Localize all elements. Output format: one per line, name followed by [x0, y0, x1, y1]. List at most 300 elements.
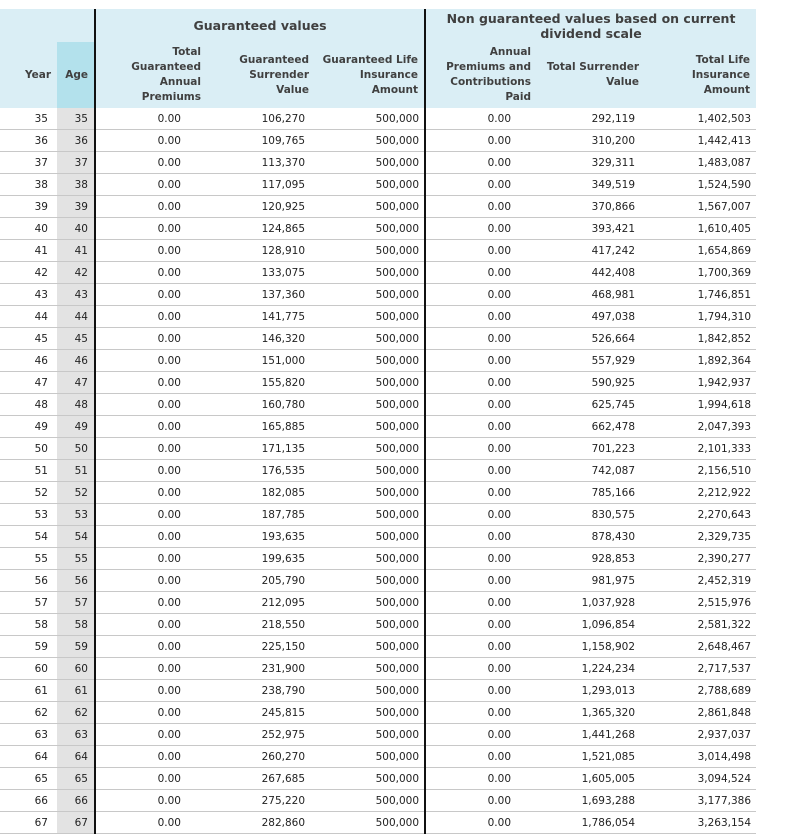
- cell-year: 67: [0, 812, 57, 834]
- group-header-non-guaranteed: Non guaranteed values based on current dividend scale: [425, 9, 756, 42]
- cell-year: 59: [0, 636, 57, 658]
- cell-total-surrender-value: 497,038: [537, 306, 645, 328]
- cell-year: 52: [0, 482, 57, 504]
- cell-total-guaranteed-annual-premiums: 0.00: [95, 240, 207, 262]
- cell-age: 39: [57, 196, 95, 218]
- policy-values-table: [0, 9, 756, 834]
- cell-annual-premiums-contributions-paid: 0.00: [425, 108, 537, 130]
- cell-guaranteed-surrender-value: 245,815: [207, 702, 315, 724]
- cell-total-life-insurance-amount: 2,101,333: [645, 438, 756, 460]
- cell-guaranteed-life-insurance-amount: 500,000: [315, 130, 425, 152]
- cell-total-life-insurance-amount: 1,892,364: [645, 350, 756, 372]
- cell-annual-premiums-contributions-paid: 0.00: [425, 548, 537, 570]
- table-row: [0, 108, 756, 130]
- cell-annual-premiums-contributions-paid: 0.00: [425, 196, 537, 218]
- cell-total-life-insurance-amount: 2,717,537: [645, 658, 756, 680]
- cell-guaranteed-surrender-value: 187,785: [207, 504, 315, 526]
- cell-total-life-insurance-amount: 1,524,590: [645, 174, 756, 196]
- cell-year: 65: [0, 768, 57, 790]
- table-row: [0, 548, 756, 570]
- cell-guaranteed-surrender-value: 124,865: [207, 218, 315, 240]
- cell-annual-premiums-contributions-paid: 0.00: [425, 790, 537, 812]
- cell-annual-premiums-contributions-paid: 0.00: [425, 218, 537, 240]
- cell-total-surrender-value: 526,664: [537, 328, 645, 350]
- cell-year: 36: [0, 130, 57, 152]
- cell-total-surrender-value: 1,441,268: [537, 724, 645, 746]
- cell-year: 46: [0, 350, 57, 372]
- cell-guaranteed-life-insurance-amount: 500,000: [315, 350, 425, 372]
- cell-year: 66: [0, 790, 57, 812]
- cell-age: 51: [57, 460, 95, 482]
- cell-age: 35: [57, 108, 95, 130]
- table-row: [0, 262, 756, 284]
- column-header-guaranteed-life-insurance-amount: Guaranteed Life Insurance Amount: [315, 42, 425, 108]
- cell-annual-premiums-contributions-paid: 0.00: [425, 636, 537, 658]
- cell-guaranteed-surrender-value: 165,885: [207, 416, 315, 438]
- table-row: [0, 680, 756, 702]
- table-row: [0, 130, 756, 152]
- cell-year: 45: [0, 328, 57, 350]
- cell-guaranteed-life-insurance-amount: 500,000: [315, 504, 425, 526]
- cell-guaranteed-surrender-value: 128,910: [207, 240, 315, 262]
- cell-total-life-insurance-amount: 1,483,087: [645, 152, 756, 174]
- cell-total-surrender-value: 1,521,085: [537, 746, 645, 768]
- cell-guaranteed-life-insurance-amount: 500,000: [315, 812, 425, 834]
- table-row: [0, 196, 756, 218]
- cell-total-guaranteed-annual-premiums: 0.00: [95, 636, 207, 658]
- cell-annual-premiums-contributions-paid: 0.00: [425, 526, 537, 548]
- cell-year: 56: [0, 570, 57, 592]
- cell-guaranteed-surrender-value: 252,975: [207, 724, 315, 746]
- cell-guaranteed-life-insurance-amount: 500,000: [315, 768, 425, 790]
- cell-guaranteed-surrender-value: 141,775: [207, 306, 315, 328]
- cell-total-guaranteed-annual-premiums: 0.00: [95, 570, 207, 592]
- cell-year: 38: [0, 174, 57, 196]
- cell-guaranteed-life-insurance-amount: 500,000: [315, 658, 425, 680]
- cell-age: 44: [57, 306, 95, 328]
- cell-guaranteed-life-insurance-amount: 500,000: [315, 526, 425, 548]
- cell-total-surrender-value: 1,786,054: [537, 812, 645, 834]
- table-row: [0, 592, 756, 614]
- cell-total-guaranteed-annual-premiums: 0.00: [95, 526, 207, 548]
- cell-age: 40: [57, 218, 95, 240]
- cell-age: 61: [57, 680, 95, 702]
- cell-total-life-insurance-amount: 1,442,413: [645, 130, 756, 152]
- cell-total-surrender-value: 1,037,928: [537, 592, 645, 614]
- cell-guaranteed-life-insurance-amount: 500,000: [315, 218, 425, 240]
- cell-guaranteed-surrender-value: 160,780: [207, 394, 315, 416]
- cell-total-surrender-value: 1,693,288: [537, 790, 645, 812]
- cell-age: 62: [57, 702, 95, 724]
- cell-guaranteed-life-insurance-amount: 500,000: [315, 196, 425, 218]
- cell-total-life-insurance-amount: 1,794,310: [645, 306, 756, 328]
- cell-age: 42: [57, 262, 95, 284]
- cell-total-surrender-value: 785,166: [537, 482, 645, 504]
- cell-total-surrender-value: 468,981: [537, 284, 645, 306]
- table-row: [0, 460, 756, 482]
- cell-total-life-insurance-amount: 2,329,735: [645, 526, 756, 548]
- cell-total-life-insurance-amount: 1,942,937: [645, 372, 756, 394]
- group-header-guaranteed: Guaranteed values: [95, 9, 425, 42]
- cell-total-guaranteed-annual-premiums: 0.00: [95, 174, 207, 196]
- cell-guaranteed-life-insurance-amount: 500,000: [315, 614, 425, 636]
- cell-total-surrender-value: 557,929: [537, 350, 645, 372]
- cell-guaranteed-life-insurance-amount: 500,000: [315, 174, 425, 196]
- cell-total-life-insurance-amount: 3,177,386: [645, 790, 756, 812]
- cell-total-life-insurance-amount: 2,937,037: [645, 724, 756, 746]
- cell-age: 67: [57, 812, 95, 834]
- cell-year: 41: [0, 240, 57, 262]
- cell-annual-premiums-contributions-paid: 0.00: [425, 262, 537, 284]
- table-header: [0, 9, 756, 108]
- cell-total-life-insurance-amount: 2,212,922: [645, 482, 756, 504]
- column-header-age: Age: [57, 42, 95, 108]
- column-header-total-guaranteed-annual-premiums: Total Guaranteed Annual Premiums: [95, 42, 207, 108]
- cell-guaranteed-surrender-value: 117,095: [207, 174, 315, 196]
- cell-total-guaranteed-annual-premiums: 0.00: [95, 350, 207, 372]
- cell-total-surrender-value: 393,421: [537, 218, 645, 240]
- cell-total-life-insurance-amount: 3,263,154: [645, 812, 756, 834]
- cell-total-guaranteed-annual-premiums: 0.00: [95, 284, 207, 306]
- cell-guaranteed-surrender-value: 205,790: [207, 570, 315, 592]
- cell-guaranteed-life-insurance-amount: 500,000: [315, 416, 425, 438]
- cell-age: 37: [57, 152, 95, 174]
- cell-guaranteed-surrender-value: 176,535: [207, 460, 315, 482]
- cell-year: 60: [0, 658, 57, 680]
- cell-annual-premiums-contributions-paid: 0.00: [425, 680, 537, 702]
- cell-guaranteed-surrender-value: 133,075: [207, 262, 315, 284]
- table-row: [0, 416, 756, 438]
- table-row: [0, 724, 756, 746]
- cell-total-surrender-value: 442,408: [537, 262, 645, 284]
- cell-total-life-insurance-amount: 1,402,503: [645, 108, 756, 130]
- cell-annual-premiums-contributions-paid: 0.00: [425, 746, 537, 768]
- cell-total-life-insurance-amount: 2,047,393: [645, 416, 756, 438]
- cell-age: 60: [57, 658, 95, 680]
- column-header-annual-premiums-contributions-paid: Annual Premiums and Contributions Paid: [425, 42, 537, 108]
- cell-total-guaranteed-annual-premiums: 0.00: [95, 812, 207, 834]
- cell-total-guaranteed-annual-premiums: 0.00: [95, 218, 207, 240]
- cell-total-guaranteed-annual-premiums: 0.00: [95, 108, 207, 130]
- header-column-row: [0, 42, 756, 108]
- cell-total-life-insurance-amount: 2,581,322: [645, 614, 756, 636]
- cell-guaranteed-surrender-value: 225,150: [207, 636, 315, 658]
- cell-guaranteed-surrender-value: 137,360: [207, 284, 315, 306]
- cell-total-surrender-value: 1,605,005: [537, 768, 645, 790]
- cell-total-life-insurance-amount: 2,788,689: [645, 680, 756, 702]
- cell-annual-premiums-contributions-paid: 0.00: [425, 438, 537, 460]
- cell-year: 40: [0, 218, 57, 240]
- table-row: [0, 614, 756, 636]
- cell-annual-premiums-contributions-paid: 0.00: [425, 504, 537, 526]
- cell-total-life-insurance-amount: 2,270,643: [645, 504, 756, 526]
- cell-age: 48: [57, 394, 95, 416]
- cell-annual-premiums-contributions-paid: 0.00: [425, 724, 537, 746]
- cell-year: 49: [0, 416, 57, 438]
- cell-total-guaranteed-annual-premiums: 0.00: [95, 614, 207, 636]
- table-row: [0, 570, 756, 592]
- table-row: [0, 306, 756, 328]
- cell-annual-premiums-contributions-paid: 0.00: [425, 328, 537, 350]
- cell-total-guaranteed-annual-premiums: 0.00: [95, 416, 207, 438]
- cell-total-surrender-value: 928,853: [537, 548, 645, 570]
- cell-total-guaranteed-annual-premiums: 0.00: [95, 724, 207, 746]
- table-row: [0, 284, 756, 306]
- cell-year: 35: [0, 108, 57, 130]
- cell-year: 64: [0, 746, 57, 768]
- cell-guaranteed-surrender-value: 238,790: [207, 680, 315, 702]
- cell-age: 47: [57, 372, 95, 394]
- cell-guaranteed-surrender-value: 171,135: [207, 438, 315, 460]
- table-row: [0, 438, 756, 460]
- cell-total-life-insurance-amount: 2,452,319: [645, 570, 756, 592]
- table-row: [0, 746, 756, 768]
- cell-guaranteed-surrender-value: 113,370: [207, 152, 315, 174]
- cell-guaranteed-life-insurance-amount: 500,000: [315, 284, 425, 306]
- cell-year: 54: [0, 526, 57, 548]
- cell-guaranteed-life-insurance-amount: 500,000: [315, 460, 425, 482]
- cell-total-life-insurance-amount: 2,515,976: [645, 592, 756, 614]
- cell-age: 41: [57, 240, 95, 262]
- cell-total-life-insurance-amount: 3,094,524: [645, 768, 756, 790]
- cell-year: 51: [0, 460, 57, 482]
- cell-total-surrender-value: 349,519: [537, 174, 645, 196]
- cell-year: 61: [0, 680, 57, 702]
- cell-total-surrender-value: 830,575: [537, 504, 645, 526]
- cell-annual-premiums-contributions-paid: 0.00: [425, 394, 537, 416]
- cell-guaranteed-life-insurance-amount: 500,000: [315, 680, 425, 702]
- cell-guaranteed-surrender-value: 260,270: [207, 746, 315, 768]
- cell-guaranteed-surrender-value: 199,635: [207, 548, 315, 570]
- cell-total-guaranteed-annual-premiums: 0.00: [95, 592, 207, 614]
- cell-age: 64: [57, 746, 95, 768]
- cell-total-surrender-value: 417,242: [537, 240, 645, 262]
- cell-total-guaranteed-annual-premiums: 0.00: [95, 196, 207, 218]
- table-row: [0, 394, 756, 416]
- table-row: [0, 812, 756, 834]
- cell-guaranteed-life-insurance-amount: 500,000: [315, 108, 425, 130]
- cell-total-surrender-value: 1,365,320: [537, 702, 645, 724]
- cell-total-guaranteed-annual-premiums: 0.00: [95, 768, 207, 790]
- cell-total-surrender-value: 981,975: [537, 570, 645, 592]
- cell-guaranteed-life-insurance-amount: 500,000: [315, 306, 425, 328]
- cell-annual-premiums-contributions-paid: 0.00: [425, 372, 537, 394]
- cell-total-guaranteed-annual-premiums: 0.00: [95, 746, 207, 768]
- header-blank-year: [0, 9, 57, 42]
- cell-annual-premiums-contributions-paid: 0.00: [425, 240, 537, 262]
- cell-total-surrender-value: 1,224,234: [537, 658, 645, 680]
- cell-age: 65: [57, 768, 95, 790]
- cell-guaranteed-life-insurance-amount: 500,000: [315, 746, 425, 768]
- table-row: [0, 350, 756, 372]
- cell-total-surrender-value: 662,478: [537, 416, 645, 438]
- cell-total-guaranteed-annual-premiums: 0.00: [95, 394, 207, 416]
- cell-age: 49: [57, 416, 95, 438]
- cell-total-surrender-value: 590,925: [537, 372, 645, 394]
- cell-total-guaranteed-annual-premiums: 0.00: [95, 482, 207, 504]
- cell-total-surrender-value: 310,200: [537, 130, 645, 152]
- cell-age: 56: [57, 570, 95, 592]
- cell-total-life-insurance-amount: 1,746,851: [645, 284, 756, 306]
- column-header-total-surrender-value: Total Surrender Value: [537, 42, 645, 108]
- table-row: [0, 790, 756, 812]
- cell-total-surrender-value: 878,430: [537, 526, 645, 548]
- cell-guaranteed-life-insurance-amount: 500,000: [315, 262, 425, 284]
- column-header-year: Year: [0, 42, 57, 108]
- cell-age: 55: [57, 548, 95, 570]
- cell-guaranteed-life-insurance-amount: 500,000: [315, 592, 425, 614]
- cell-guaranteed-surrender-value: 212,095: [207, 592, 315, 614]
- cell-annual-premiums-contributions-paid: 0.00: [425, 702, 537, 724]
- cell-age: 66: [57, 790, 95, 812]
- cell-guaranteed-life-insurance-amount: 500,000: [315, 570, 425, 592]
- cell-total-guaranteed-annual-premiums: 0.00: [95, 658, 207, 680]
- cell-total-life-insurance-amount: 1,700,369: [645, 262, 756, 284]
- table-body: [0, 108, 756, 834]
- cell-total-guaranteed-annual-premiums: 0.00: [95, 702, 207, 724]
- table-row: [0, 372, 756, 394]
- cell-year: 57: [0, 592, 57, 614]
- cell-annual-premiums-contributions-paid: 0.00: [425, 658, 537, 680]
- cell-total-life-insurance-amount: 2,648,467: [645, 636, 756, 658]
- cell-guaranteed-surrender-value: 267,685: [207, 768, 315, 790]
- cell-guaranteed-life-insurance-amount: 500,000: [315, 372, 425, 394]
- cell-guaranteed-surrender-value: 182,085: [207, 482, 315, 504]
- cell-year: 55: [0, 548, 57, 570]
- cell-annual-premiums-contributions-paid: 0.00: [425, 350, 537, 372]
- cell-annual-premiums-contributions-paid: 0.00: [425, 416, 537, 438]
- cell-total-life-insurance-amount: 2,861,848: [645, 702, 756, 724]
- cell-year: 43: [0, 284, 57, 306]
- cell-total-guaranteed-annual-premiums: 0.00: [95, 328, 207, 350]
- cell-guaranteed-surrender-value: 146,320: [207, 328, 315, 350]
- table-row: [0, 636, 756, 658]
- cell-age: 46: [57, 350, 95, 372]
- cell-guaranteed-life-insurance-amount: 500,000: [315, 548, 425, 570]
- cell-total-surrender-value: 1,158,902: [537, 636, 645, 658]
- cell-annual-premiums-contributions-paid: 0.00: [425, 460, 537, 482]
- cell-year: 39: [0, 196, 57, 218]
- cell-age: 38: [57, 174, 95, 196]
- cell-total-life-insurance-amount: 2,390,277: [645, 548, 756, 570]
- cell-total-surrender-value: 1,293,013: [537, 680, 645, 702]
- cell-year: 62: [0, 702, 57, 724]
- cell-age: 45: [57, 328, 95, 350]
- cell-annual-premiums-contributions-paid: 0.00: [425, 284, 537, 306]
- cell-guaranteed-life-insurance-amount: 500,000: [315, 482, 425, 504]
- cell-total-life-insurance-amount: 1,567,007: [645, 196, 756, 218]
- cell-age: 57: [57, 592, 95, 614]
- cell-age: 59: [57, 636, 95, 658]
- cell-total-guaranteed-annual-premiums: 0.00: [95, 262, 207, 284]
- cell-annual-premiums-contributions-paid: 0.00: [425, 482, 537, 504]
- cell-total-guaranteed-annual-premiums: 0.00: [95, 306, 207, 328]
- cell-guaranteed-life-insurance-amount: 500,000: [315, 636, 425, 658]
- cell-total-life-insurance-amount: 3,014,498: [645, 746, 756, 768]
- cell-guaranteed-life-insurance-amount: 500,000: [315, 438, 425, 460]
- cell-guaranteed-surrender-value: 275,220: [207, 790, 315, 812]
- cell-guaranteed-life-insurance-amount: 500,000: [315, 394, 425, 416]
- cell-guaranteed-life-insurance-amount: 500,000: [315, 790, 425, 812]
- table-row: [0, 702, 756, 724]
- cell-guaranteed-life-insurance-amount: 500,000: [315, 702, 425, 724]
- column-header-guaranteed-surrender-value: Guaranteed Surrender Value: [207, 42, 315, 108]
- cell-age: 58: [57, 614, 95, 636]
- cell-annual-premiums-contributions-paid: 0.00: [425, 768, 537, 790]
- cell-guaranteed-life-insurance-amount: 500,000: [315, 152, 425, 174]
- cell-year: 42: [0, 262, 57, 284]
- table-row: [0, 526, 756, 548]
- cell-guaranteed-surrender-value: 155,820: [207, 372, 315, 394]
- table-row: [0, 504, 756, 526]
- cell-total-surrender-value: 1,096,854: [537, 614, 645, 636]
- header-group-row: [0, 9, 756, 42]
- cell-annual-premiums-contributions-paid: 0.00: [425, 306, 537, 328]
- table-row: [0, 152, 756, 174]
- cell-annual-premiums-contributions-paid: 0.00: [425, 570, 537, 592]
- cell-total-surrender-value: 329,311: [537, 152, 645, 174]
- cell-year: 63: [0, 724, 57, 746]
- cell-year: 58: [0, 614, 57, 636]
- cell-guaranteed-surrender-value: 106,270: [207, 108, 315, 130]
- cell-total-life-insurance-amount: 1,842,852: [645, 328, 756, 350]
- cell-guaranteed-life-insurance-amount: 500,000: [315, 240, 425, 262]
- table-row: [0, 218, 756, 240]
- cell-guaranteed-life-insurance-amount: 500,000: [315, 328, 425, 350]
- cell-annual-premiums-contributions-paid: 0.00: [425, 812, 537, 834]
- cell-age: 50: [57, 438, 95, 460]
- cell-total-guaranteed-annual-premiums: 0.00: [95, 504, 207, 526]
- cell-annual-premiums-contributions-paid: 0.00: [425, 152, 537, 174]
- cell-annual-premiums-contributions-paid: 0.00: [425, 130, 537, 152]
- cell-guaranteed-surrender-value: 231,900: [207, 658, 315, 680]
- cell-age: 52: [57, 482, 95, 504]
- cell-total-surrender-value: 370,866: [537, 196, 645, 218]
- header-blank-age: [57, 9, 95, 42]
- cell-total-life-insurance-amount: 2,156,510: [645, 460, 756, 482]
- cell-age: 36: [57, 130, 95, 152]
- cell-annual-premiums-contributions-paid: 0.00: [425, 592, 537, 614]
- cell-year: 47: [0, 372, 57, 394]
- cell-total-surrender-value: 625,745: [537, 394, 645, 416]
- cell-total-life-insurance-amount: 1,610,405: [645, 218, 756, 240]
- cell-guaranteed-surrender-value: 282,860: [207, 812, 315, 834]
- column-header-total-life-insurance-amount: Total Life Insurance Amount: [645, 42, 756, 108]
- cell-year: 53: [0, 504, 57, 526]
- cell-total-guaranteed-annual-premiums: 0.00: [95, 372, 207, 394]
- cell-guaranteed-surrender-value: 109,765: [207, 130, 315, 152]
- cell-guaranteed-life-insurance-amount: 500,000: [315, 724, 425, 746]
- cell-total-guaranteed-annual-premiums: 0.00: [95, 680, 207, 702]
- table-row: [0, 658, 756, 680]
- cell-total-guaranteed-annual-premiums: 0.00: [95, 460, 207, 482]
- cell-age: 53: [57, 504, 95, 526]
- table-row: [0, 482, 756, 504]
- cell-total-surrender-value: 701,223: [537, 438, 645, 460]
- cell-total-guaranteed-annual-premiums: 0.00: [95, 152, 207, 174]
- cell-age: 54: [57, 526, 95, 548]
- cell-total-surrender-value: 742,087: [537, 460, 645, 482]
- cell-total-guaranteed-annual-premiums: 0.00: [95, 548, 207, 570]
- cell-guaranteed-surrender-value: 193,635: [207, 526, 315, 548]
- table-row: [0, 768, 756, 790]
- cell-year: 48: [0, 394, 57, 416]
- cell-total-guaranteed-annual-premiums: 0.00: [95, 438, 207, 460]
- cell-annual-premiums-contributions-paid: 0.00: [425, 614, 537, 636]
- cell-total-life-insurance-amount: 1,654,869: [645, 240, 756, 262]
- cell-total-guaranteed-annual-premiums: 0.00: [95, 790, 207, 812]
- cell-age: 43: [57, 284, 95, 306]
